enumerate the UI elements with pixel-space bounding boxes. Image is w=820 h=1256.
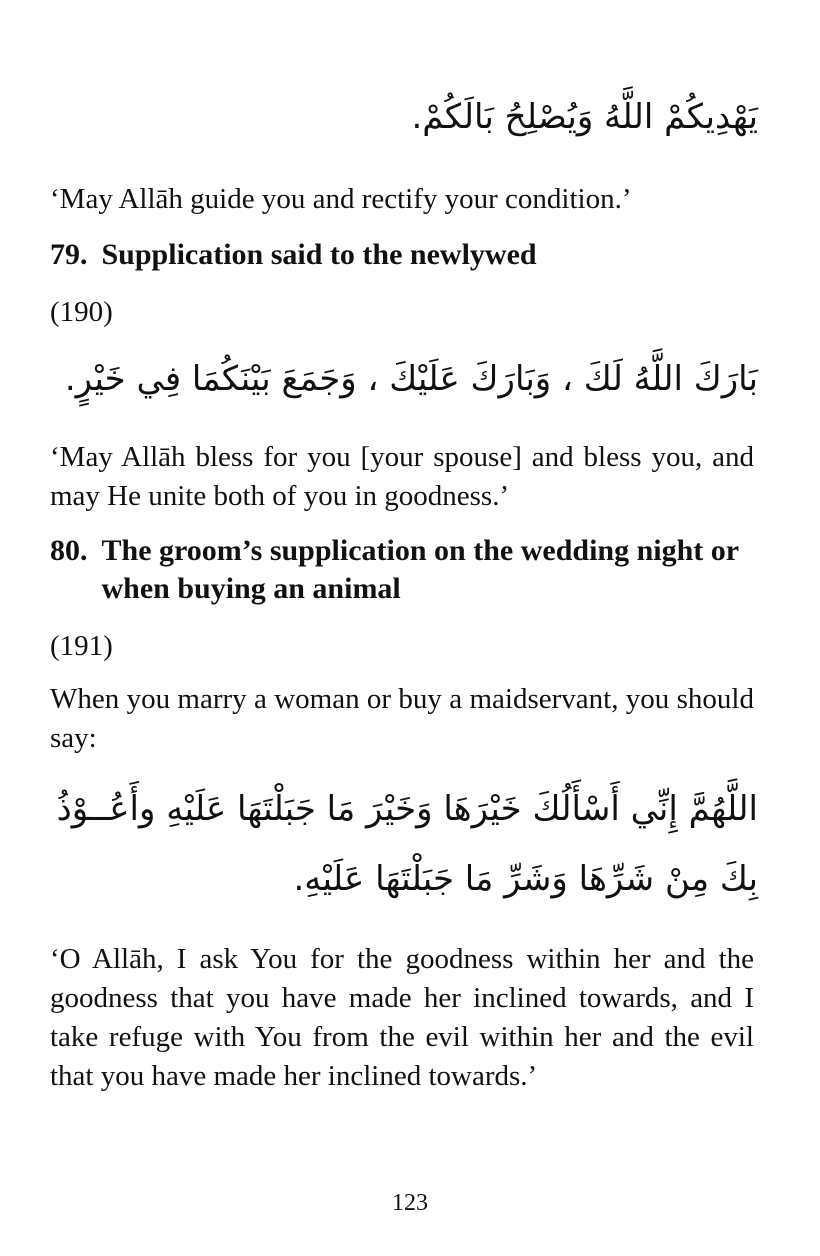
section-80-intro: When you marry a woman or buy a maidservant, you should say: [50, 683, 754, 754]
hadith-ref-191: (191) [50, 630, 113, 662]
translation-top: ‘May Allāh guide you and rectify your condition.’ [50, 183, 632, 215]
section-79-heading [50, 236, 754, 274]
translation-79: ‘May Allāh bless for you [your spouse] and bless you, and may He unite both of you in goodness.’ [50, 441, 754, 512]
section-79-title: Supplication said to the newlywed [101, 238, 537, 271]
arabic-text-79: بَارَكَ اللَّهُ لَكَ ، وَبَارَكَ عَلَيْكَ ، وَجَمَعَ بَيْنَكُمَا فِي خَيْرٍ. [64, 359, 758, 399]
section-80-title: The groom’s supplication on the wedding night or when buying an animal [101, 534, 739, 605]
arabic-text-80-line2: بِكَ مِنْ شَرِّهَا وَشَرِّ مَا جَبَلْتَهَا عَلَيْهِ. [293, 859, 758, 899]
page-number: 123 [392, 1190, 428, 1216]
arabic-text-top: يَهْدِيكُمْ اللَّهُ وَيُصْلِحُ بَالَكُمْ. [411, 97, 758, 137]
hadith-ref-190: (190) [50, 296, 113, 328]
section-79-number: 79. [50, 238, 88, 271]
arabic-text-80-line1: اللَّهُمَّ إِنِّي أَسْأَلُكَ خَيْرَهَا وَخَيْرَ مَا جَبَلْتَهَا عَلَيْهِ وأَعُــوْذُ [56, 789, 758, 829]
section-80-heading [50, 532, 754, 608]
translation-80: ‘O Allāh, I ask You for the goodness within her and the goodness that you have made her inclined towards, and I take refuge with You from the evil within her and the evil that you have made her inclined towards.’ [50, 943, 754, 1092]
section-80-number: 80. [50, 534, 88, 567]
